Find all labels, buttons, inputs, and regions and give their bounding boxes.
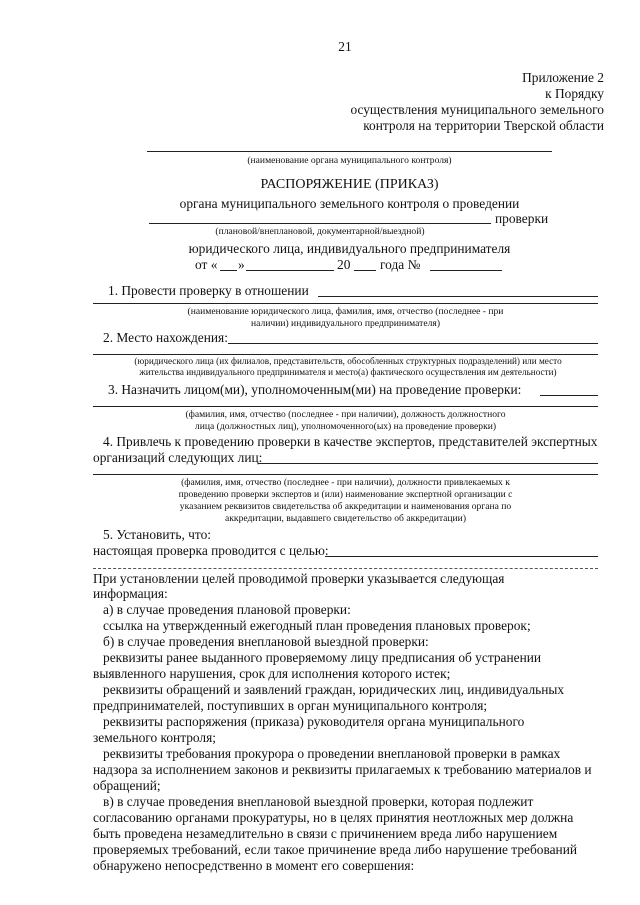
item-2-field-a[interactable] — [228, 343, 598, 344]
item-1-field-a[interactable] — [318, 296, 598, 297]
item-5-label: 5. Установить, что: — [103, 527, 211, 542]
title-subline-1: органа муниципального земельного контроля о проведении — [179, 196, 520, 211]
number-label: года № — [380, 257, 421, 272]
check-type-field[interactable] — [149, 223, 491, 224]
body-p1-line-2: информация: — [93, 586, 168, 601]
body-c-line-4: проверяемых требований, если такое причинение вреда либо нарушение требований — [93, 842, 578, 857]
item-1-field-b[interactable] — [93, 303, 598, 304]
item-1-caption-2: наличии) индивидуального предпринимателя) — [250, 318, 441, 329]
appendix-line-2: к Порядку — [545, 86, 604, 101]
checks-label: проверки — [495, 211, 549, 226]
body-c-line-2: согласованию органами прокуратуры, но в целях принятия неотложных мер должна — [93, 810, 574, 825]
body-b2-line-2: предпринимателей, поступивших в орган муниципального контроля; — [93, 698, 488, 713]
page-number: 21 — [338, 39, 352, 54]
item-3-label: 3. Назначить лицом(ми), уполномоченным(ми) на проведение проверки: — [108, 382, 522, 397]
body-b2-line-1: реквизиты обращений и заявлений граждан, юридических лиц, индивидуальных — [103, 682, 565, 697]
item-4-line-2: организаций следующих лиц: — [93, 450, 263, 465]
item-4-caption-1: (фамилия, имя, отчество (последнее - при наличии), должности привлекаемых к — [181, 477, 510, 488]
body-b1-line-1: реквизиты ранее выданного проверяемому лицу предписания об устранении — [103, 650, 542, 665]
item-5-field-b[interactable] — [93, 568, 598, 569]
item-2-caption-2: жительства индивидуального предпринимателя и место(а) фактического осуществления им деятельности) — [139, 367, 557, 377]
body-a: а) в случае проведения плановой проверки: — [103, 602, 351, 617]
item-4-field-a[interactable] — [258, 463, 598, 464]
body-b3-line-2: земельного контроля; — [93, 730, 216, 745]
body-b3-line-1: реквизиты распоряжения (приказа) руководителя органа муниципального — [103, 714, 525, 729]
body-c-line-1: в) в случае проведения внеплановой выездной проверки, которая подлежит — [103, 794, 534, 809]
body-b1-line-2: выявленного нарушения, срок для исполнения которого истек; — [93, 666, 451, 681]
item-2-field-b[interactable] — [93, 354, 598, 355]
item-2-caption-1: (юридического лица (их филиалов, представительств, обособленных структурных подразделений) или место — [134, 356, 562, 366]
item-4-field-b[interactable] — [93, 474, 598, 475]
item-3-field-b[interactable] — [93, 406, 598, 407]
item-3-field-a[interactable] — [540, 395, 598, 396]
body-a1: ссылка на утвержденный ежегодный план проведения плановых проверок; — [103, 618, 531, 633]
date-year-field[interactable] — [354, 270, 376, 271]
item-1-caption-1: (наименование юридического лица, фамилия, имя, отчество (последнее - при — [187, 306, 504, 317]
document-title: РАСПОРЯЖЕНИЕ (ПРИКАЗ) — [260, 177, 439, 192]
item-4-caption-4: аккредитации, выдавшего свидетельство об аккредитации) — [224, 513, 467, 524]
organ-name-field[interactable] — [147, 151, 552, 152]
item-4-line-1: 4. Привлечь к проведению проверки в качестве экспертов, представителей экспертных — [103, 434, 598, 449]
document-number-field[interactable] — [430, 270, 502, 271]
date-mid: » — [238, 257, 245, 272]
body-c-line-5: обнаружено непосредственно в момент его совершения: — [93, 858, 415, 873]
item-4-caption-3: указанием реквизитов свидетельства об аккредитации и наименования органа по — [179, 501, 512, 512]
item-5-line-2: настоящая проверка проводится с целью: — [93, 543, 329, 558]
date-prefix: от « — [195, 257, 218, 272]
item-5-field-a[interactable] — [325, 556, 598, 557]
item-2-label: 2. Место нахождения: — [103, 330, 228, 345]
date-day-field[interactable] — [220, 270, 237, 271]
appendix-line-4: контроля на территории Тверской области — [363, 118, 604, 133]
organ-caption: (наименование органа муниципального контроля) — [247, 155, 452, 166]
check-type-caption: (плановой/внеплановой, документарной/выездной) — [215, 226, 425, 237]
title-subline-2: юридического лица, индивидуального предпринимателя — [188, 241, 511, 256]
body-b4-line-1: реквизиты требования прокурора о проведении внеплановой проверки в рамках — [103, 746, 561, 761]
body-c-line-3: быть проведена незамедлительно в связи с причинением вреда либо нарушением — [93, 826, 558, 841]
appendix-line-1: Приложение 2 — [522, 70, 604, 85]
item-3-caption-2: лица (должностных лиц), уполномоченного(ых) на проведение проверки) — [194, 421, 497, 432]
item-4-caption-2: проведению проверки экспертов и (или) наименование экспертной организации с — [178, 489, 513, 500]
item-1-label: 1. Провести проверку в отношении — [108, 283, 309, 298]
body-b: б) в случае проведения внеплановой выездной проверки: — [103, 634, 429, 649]
body-b4-line-3: обращений; — [93, 778, 161, 793]
date-year-prefix: 20 — [337, 257, 351, 272]
body-b4-line-2: надзора за исполнением законов и реквизиты прилагаемых к требованию материалов и — [93, 762, 592, 777]
body-p1-line-1: При установлении целей проводимой проверки указывается следующая — [93, 571, 505, 586]
date-month-field[interactable] — [246, 270, 334, 271]
item-3-caption-1: (фамилия, имя, отчество (последнее - при наличии), должность должностного — [185, 409, 506, 420]
appendix-line-3: осуществления муниципального земельного — [350, 102, 604, 117]
